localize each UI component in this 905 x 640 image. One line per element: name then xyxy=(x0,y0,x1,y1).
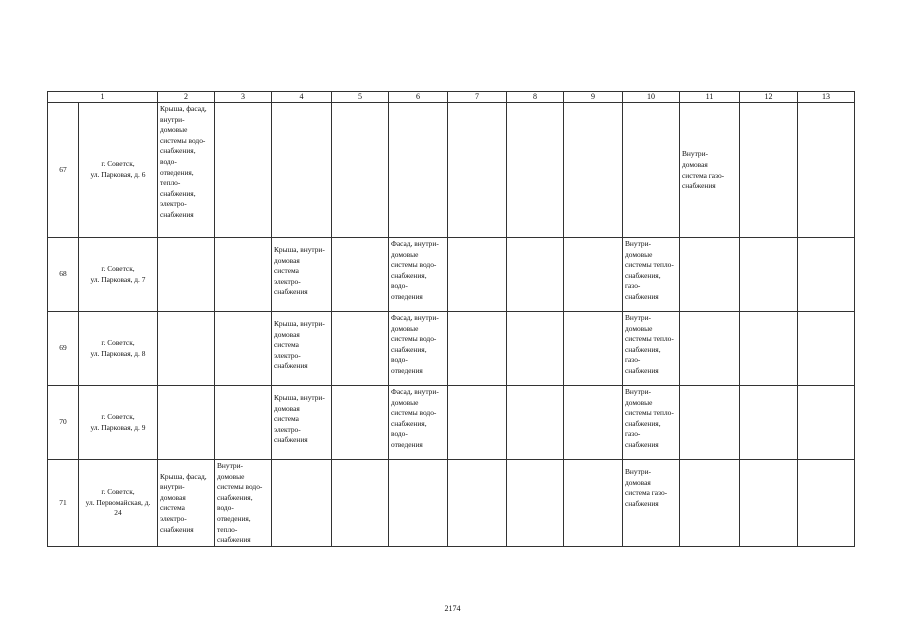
work-text-line: домовые xyxy=(391,397,419,407)
work-cell-col-13 xyxy=(798,460,855,547)
work-text-line: домовая xyxy=(625,477,651,487)
work-cell-col-3 xyxy=(215,103,272,238)
work-text-line: водо- xyxy=(160,156,177,166)
work-text-line: система газо- xyxy=(625,488,668,498)
work-text-line: снабжения, xyxy=(625,344,661,354)
work-text-line: система газо- xyxy=(682,170,725,180)
work-text-line: домовые xyxy=(391,249,419,259)
work-text-line: водо- xyxy=(391,429,408,439)
work-text-line: снабжения, xyxy=(391,418,427,428)
work-cell-col-11 xyxy=(680,386,740,460)
work-text-line: снабжения, xyxy=(391,344,427,354)
column-number-2: 2 xyxy=(158,92,215,103)
work-text-line: снабжения xyxy=(682,181,716,191)
work-text-line: домовая xyxy=(274,403,300,413)
column-number-8: 8 xyxy=(507,92,564,103)
work-text-line: Внутри- xyxy=(625,467,652,476)
work-cell-col-10 xyxy=(623,460,680,547)
work-cell-col-3 xyxy=(215,238,272,312)
address-line: 24 xyxy=(114,508,122,518)
work-text-line: снабжения, xyxy=(160,146,196,156)
work-text-line: Внутри- xyxy=(625,387,652,396)
work-cell-col-10 xyxy=(623,103,680,238)
work-text-line: электро- xyxy=(274,424,301,434)
column-number-13: 13 xyxy=(798,92,855,103)
column-number-12: 12 xyxy=(740,92,798,103)
work-cell-col-6 xyxy=(389,238,448,312)
work-cell-col-6 xyxy=(389,312,448,386)
work-text-line: система xyxy=(274,414,299,424)
address-line: ул. Парковая, д. 8 xyxy=(90,348,146,358)
work-text-line: системы тепло- xyxy=(625,260,674,270)
work-text-line: снабжения, xyxy=(217,492,253,502)
column-number-1: 1 xyxy=(48,92,158,103)
work-text-line: электро- xyxy=(160,199,187,209)
work-text-line: Фасад, внутри- xyxy=(391,387,439,396)
column-number-4: 4 xyxy=(272,92,332,103)
work-text-line: газо- xyxy=(625,355,641,365)
work-text-line: электро- xyxy=(160,513,187,523)
work-text-line: система xyxy=(274,340,299,350)
work-text-line: Внутри- xyxy=(625,313,652,322)
work-text-line: отведения xyxy=(391,365,423,375)
work-text-line: снабжения xyxy=(625,439,659,449)
column-number-7: 7 xyxy=(448,92,507,103)
work-text-line: водо- xyxy=(391,355,408,365)
work-text-line: домовая xyxy=(160,492,186,502)
work-text-line: снабжения, xyxy=(625,418,661,428)
address-line: г. Советск, xyxy=(101,263,135,273)
work-cell-col-4 xyxy=(272,460,332,547)
row-number: 68 xyxy=(48,238,79,312)
work-text-line: отведения xyxy=(391,291,423,301)
work-cell-col-12 xyxy=(740,460,798,547)
work-cell-col-5 xyxy=(332,460,389,547)
work-cell-col-12 xyxy=(740,103,798,238)
work-text-line: снабжения xyxy=(625,291,659,301)
address-line: ул. Парковая, д. 9 xyxy=(90,422,146,432)
column-number-row xyxy=(48,92,855,103)
address-cell xyxy=(79,386,158,460)
work-cell-col-12 xyxy=(740,312,798,386)
work-text-line: снабжения, xyxy=(391,270,427,280)
work-cell-col-9 xyxy=(564,103,623,238)
address-line: ул. Парковая, д. 6 xyxy=(90,170,146,179)
work-text-line: снабжения xyxy=(217,535,251,545)
work-text-line: домовая xyxy=(682,159,708,169)
address-cell xyxy=(79,238,158,312)
work-text-line: Крыша, фасад, xyxy=(160,471,207,481)
work-cell-col-9 xyxy=(564,460,623,547)
work-text-line: Крыша, внутри- xyxy=(274,319,325,328)
work-cell-col-6 xyxy=(389,386,448,460)
work-text-line: Внутри- xyxy=(625,239,652,248)
work-text-line: системы водо- xyxy=(217,482,263,492)
column-number-5: 5 xyxy=(332,92,389,103)
work-text-line: снабжения xyxy=(625,498,659,508)
work-cell-col-5 xyxy=(332,312,389,386)
work-cell-col-4 xyxy=(272,103,332,238)
work-cell-col-8 xyxy=(507,312,564,386)
work-text-line: Крыша, фасад, xyxy=(160,104,207,113)
work-cell-col-13 xyxy=(798,312,855,386)
work-text-line: электро- xyxy=(274,276,301,286)
work-cell-col-13 xyxy=(798,103,855,238)
work-cell-col-12 xyxy=(740,386,798,460)
work-text-line: системы тепло- xyxy=(625,408,674,418)
work-cell-col-2 xyxy=(158,103,215,238)
work-cell-col-2 xyxy=(158,460,215,547)
work-text-line: снабжения, xyxy=(160,188,196,198)
work-text-line: системы водо- xyxy=(160,135,206,145)
work-cell-col-3 xyxy=(215,312,272,386)
work-text-line: системы водо- xyxy=(391,260,437,270)
address-line: г. Советск, xyxy=(101,486,135,496)
work-text-line: домовые xyxy=(625,397,653,407)
work-cell-col-13 xyxy=(798,238,855,312)
work-cell-col-12 xyxy=(740,238,798,312)
work-text-line: домовые xyxy=(217,471,245,481)
address-cell xyxy=(79,103,158,238)
work-text-line: Крыша, внутри- xyxy=(274,393,325,402)
work-cell-col-8 xyxy=(507,103,564,238)
work-text-line: системы водо- xyxy=(391,408,437,418)
work-cell-col-2 xyxy=(158,238,215,312)
work-text-line: домовые xyxy=(160,125,188,135)
work-cell-col-11 xyxy=(680,238,740,312)
work-text-line: снабжения xyxy=(625,365,659,375)
column-number-10: 10 xyxy=(623,92,680,103)
work-cell-col-10 xyxy=(623,312,680,386)
row-number: 70 xyxy=(48,386,79,460)
work-cell-col-7 xyxy=(448,460,507,547)
work-text-line: водо- xyxy=(217,503,234,513)
work-text-line: газо- xyxy=(625,429,641,439)
work-text-line: домовые xyxy=(625,323,653,333)
work-cell-col-7 xyxy=(448,103,507,238)
work-cell-col-9 xyxy=(564,386,623,460)
table-row xyxy=(48,386,855,460)
table-row xyxy=(48,312,855,386)
work-text-line: внутри- xyxy=(160,114,185,124)
work-cell-col-7 xyxy=(448,386,507,460)
table-row xyxy=(48,103,855,238)
work-text-line: снабжения xyxy=(160,209,194,219)
work-text-line: Внутри- xyxy=(217,461,244,470)
column-number-9: 9 xyxy=(564,92,623,103)
work-text-line: снабжения, xyxy=(625,270,661,280)
work-cell-col-4 xyxy=(272,238,332,312)
address-line: ул. Первомайская, д. xyxy=(85,497,151,507)
address-line: г. Советск, xyxy=(101,337,135,347)
work-text-line: домовая xyxy=(274,255,300,265)
work-cell-col-6 xyxy=(389,103,448,238)
work-cell-col-8 xyxy=(507,238,564,312)
address-cell xyxy=(79,312,158,386)
work-cell-col-10 xyxy=(623,386,680,460)
column-number-11: 11 xyxy=(680,92,740,103)
work-cell-col-9 xyxy=(564,238,623,312)
schedule-table xyxy=(47,91,855,547)
address-line: ул. Парковая, д. 7 xyxy=(90,274,146,284)
address-line: г. Советск, xyxy=(101,411,135,421)
work-text-line: водо- xyxy=(391,281,408,291)
work-cell-col-9 xyxy=(564,312,623,386)
work-cell-col-8 xyxy=(507,386,564,460)
work-cell-col-4 xyxy=(272,386,332,460)
work-cell-col-11 xyxy=(680,460,740,547)
work-cell-col-11 xyxy=(680,103,740,238)
page-number: 2174 xyxy=(444,604,461,613)
work-text-line: снабжения xyxy=(274,361,308,371)
work-text-line: домовые xyxy=(625,249,653,259)
work-text-line: Фасад, внутри- xyxy=(391,239,439,248)
work-cell-col-10 xyxy=(623,238,680,312)
work-text-line: электро- xyxy=(274,350,301,360)
work-cell-col-4 xyxy=(272,312,332,386)
work-text-line: отведения xyxy=(391,439,423,449)
work-text-line: домовые xyxy=(391,323,419,333)
column-number-3: 3 xyxy=(215,92,272,103)
work-cell-col-11 xyxy=(680,312,740,386)
work-cell-col-6 xyxy=(389,460,448,547)
work-text-line: Фасад, внутри- xyxy=(391,313,439,322)
work-text-line: тепло- xyxy=(217,524,238,534)
work-text-line: системы водо- xyxy=(391,334,437,344)
work-cell-col-3 xyxy=(215,460,272,547)
work-text-line: снабжения xyxy=(160,524,194,534)
work-cell-col-2 xyxy=(158,312,215,386)
work-cell-col-3 xyxy=(215,386,272,460)
work-text-line: домовая xyxy=(274,329,300,339)
work-cell-col-8 xyxy=(507,460,564,547)
table-row xyxy=(48,238,855,312)
work-text-line: Крыша, внутри- xyxy=(274,245,325,254)
work-cell-col-13 xyxy=(798,386,855,460)
row-number: 67 xyxy=(48,103,79,238)
work-cell-col-7 xyxy=(448,312,507,386)
work-text-line: снабжения xyxy=(274,287,308,297)
address-line: г. Советск, xyxy=(101,159,135,169)
table-row xyxy=(48,460,855,547)
work-cell-col-5 xyxy=(332,386,389,460)
table-body xyxy=(48,92,855,547)
work-text-line: внутри- xyxy=(160,482,185,492)
work-text-line: системы тепло- xyxy=(625,334,674,344)
work-text-line: система xyxy=(274,266,299,276)
work-text-line: тепло- xyxy=(160,178,181,188)
work-text-line: отведения, xyxy=(160,167,194,177)
work-cell-col-5 xyxy=(332,103,389,238)
work-text-line: система xyxy=(160,503,185,513)
work-text-line: газо- xyxy=(625,281,641,291)
row-number: 69 xyxy=(48,312,79,386)
row-number: 71 xyxy=(48,460,79,547)
address-cell xyxy=(79,460,158,547)
work-cell-col-5 xyxy=(332,238,389,312)
work-cell-col-2 xyxy=(158,386,215,460)
work-text-line: отведения, xyxy=(217,513,251,523)
work-text-line: снабжения xyxy=(274,435,308,445)
column-number-6: 6 xyxy=(389,92,448,103)
work-cell-col-7 xyxy=(448,238,507,312)
work-text-line: Внутри- xyxy=(682,149,709,159)
